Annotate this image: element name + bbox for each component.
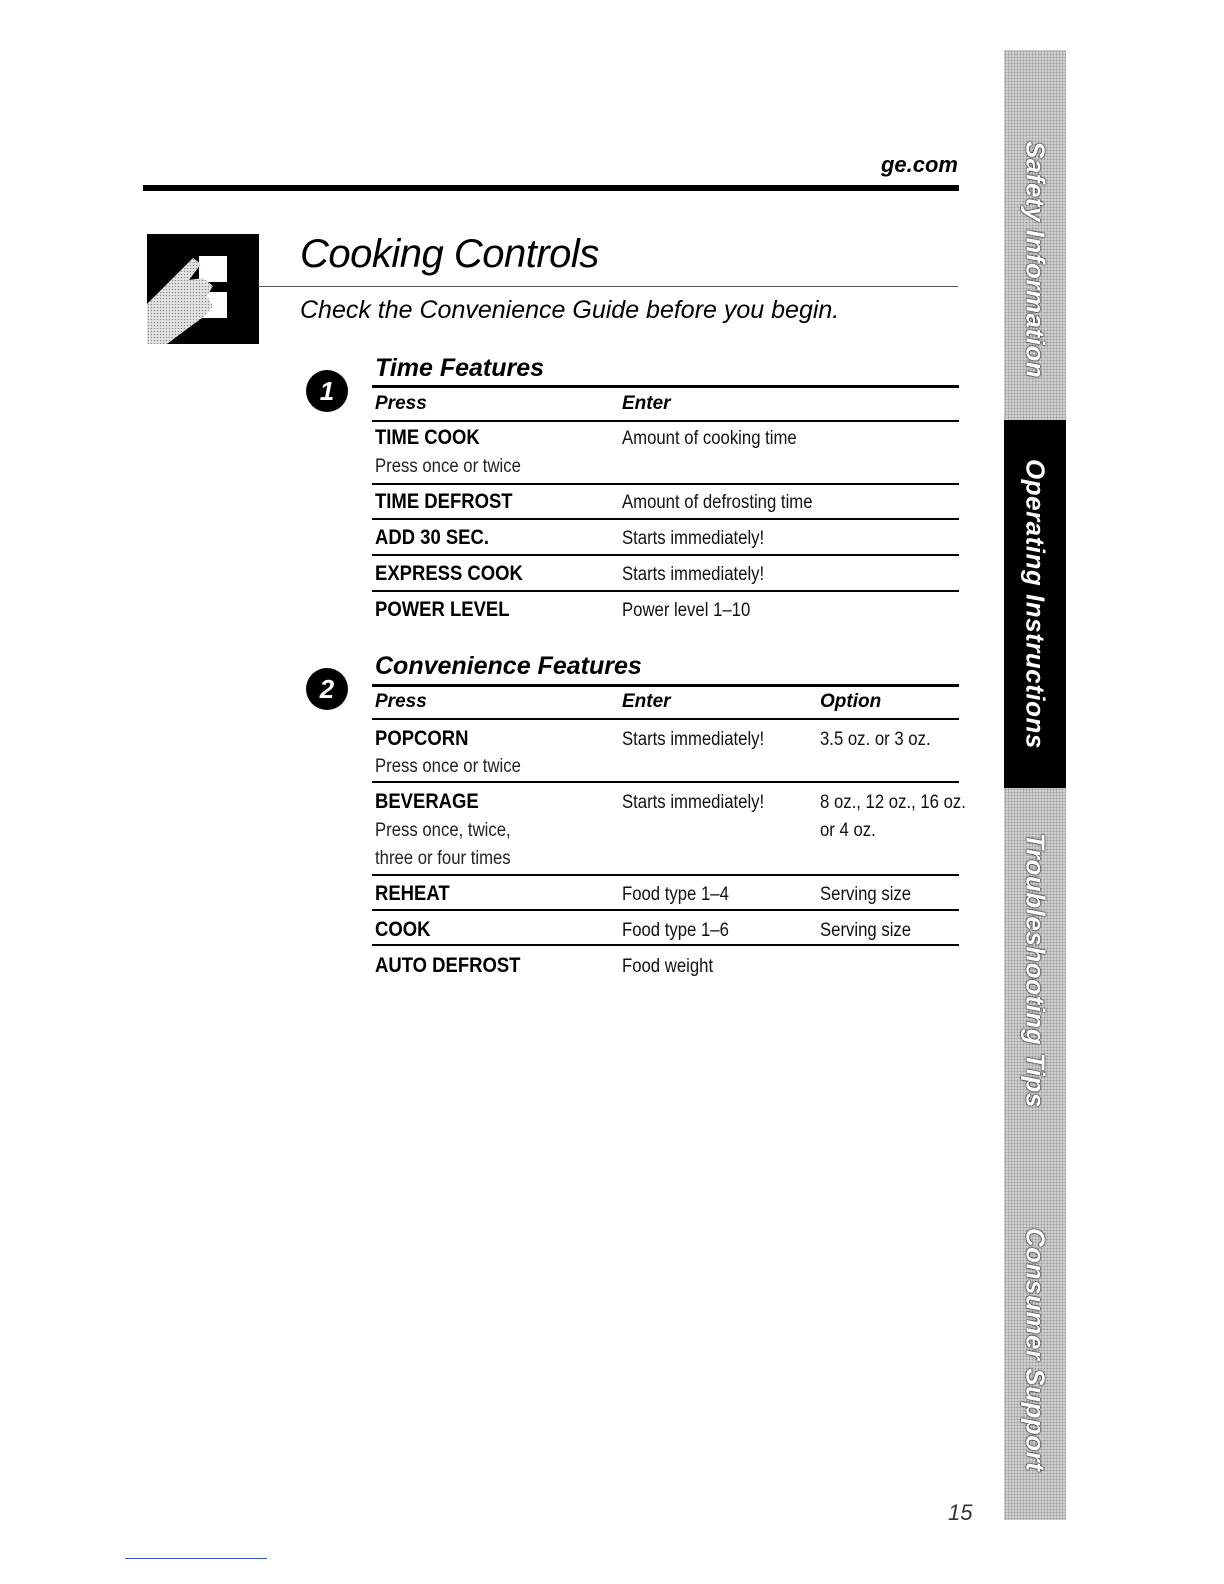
row-rule	[372, 483, 959, 485]
col-header-enter: Enter	[622, 393, 671, 414]
tab-troubleshooting-tips[interactable]	[1004, 820, 1066, 1120]
press-reheat: REHEAT	[375, 882, 450, 905]
enter-add-30-sec: Starts immediately!	[622, 528, 765, 549]
press-auto-defrost: AUTO DEFROST	[375, 954, 521, 977]
press-power-level: POWER LEVEL	[375, 598, 510, 621]
enter-time-defrost: Amount of defrosting time	[622, 492, 813, 513]
row-rule	[372, 518, 959, 520]
press-beverage-sub-1: Press once, twice,	[375, 820, 511, 841]
option-beverage-2: or 4 oz.	[820, 820, 876, 841]
row-rule	[372, 590, 959, 592]
header-rule-1	[372, 420, 959, 422]
press-time-cook-sub: Press once or twice	[375, 456, 521, 477]
tab-operating-instructions[interactable]	[1004, 420, 1066, 788]
col-header-press: Press	[375, 691, 427, 712]
tab-label: Troubleshooting Tips	[1020, 832, 1051, 1108]
press-time-defrost: TIME DEFROST	[375, 490, 513, 513]
row-rule	[372, 909, 959, 911]
section-1-title: Time Features	[375, 354, 545, 382]
col-header-press: Press	[375, 393, 427, 414]
tab-label: Consumer Support	[1020, 1228, 1051, 1472]
enter-reheat: Food type 1–4	[622, 884, 729, 905]
enter-time-cook: Amount of cooking time	[622, 428, 797, 449]
option-beverage-1: 8 oz., 12 oz., 16 oz.	[820, 792, 966, 813]
page-subtitle: Check the Convenience Guide before you begin.	[300, 296, 840, 324]
press-beverage-sub-2: three or four times	[375, 848, 511, 869]
header-rule-2	[372, 718, 959, 720]
footer-link-rule	[125, 1558, 267, 1559]
enter-cook: Food type 1–6	[622, 920, 729, 941]
press-express-cook: EXPRESS COOK	[375, 562, 523, 585]
section-1-number-badge: 1	[306, 370, 348, 412]
title-rule	[258, 286, 958, 287]
enter-beverage: Starts immediately!	[622, 792, 765, 813]
press-beverage: BEVERAGE	[375, 790, 479, 813]
tab-safety-information[interactable]	[1004, 110, 1066, 410]
col-header-enter: Enter	[622, 691, 671, 712]
section-2-number-badge: 2	[306, 668, 348, 710]
row-rule	[372, 781, 959, 783]
enter-power-level: Power level 1–10	[622, 600, 751, 621]
section-1-top-rule	[372, 385, 959, 388]
press-time-cook: TIME COOK	[375, 426, 480, 449]
section-2-title: Convenience Features	[375, 652, 642, 680]
tab-label: Safety Information	[1020, 141, 1051, 379]
option-cook: Serving size	[820, 920, 912, 941]
press-cook: COOK	[375, 918, 431, 941]
page-number: 15	[948, 1500, 973, 1525]
press-popcorn-sub: Press once or twice	[375, 756, 521, 777]
keypad-hand-icon	[147, 234, 259, 344]
row-rule	[372, 554, 959, 556]
page-title: Cooking Controls	[300, 232, 599, 276]
tab-consumer-support[interactable]	[1004, 1200, 1066, 1500]
tab-label: Operating Instructions	[1020, 459, 1051, 749]
section-2-top-rule	[372, 684, 959, 687]
row-rule	[372, 944, 959, 946]
row-rule	[372, 874, 959, 876]
option-reheat: Serving size	[820, 884, 912, 905]
enter-express-cook: Starts immediately!	[622, 564, 765, 585]
press-popcorn: POPCORN	[375, 727, 469, 750]
press-add-30-sec: ADD 30 SEC.	[375, 526, 490, 549]
header-rule	[143, 185, 959, 191]
col-header-option: Option	[820, 691, 882, 712]
enter-popcorn: Starts immediately!	[622, 729, 765, 750]
site-url[interactable]: ge.com	[880, 152, 958, 177]
enter-auto-defrost: Food weight	[622, 956, 714, 977]
option-popcorn: 3.5 oz. or 3 oz.	[820, 729, 931, 750]
